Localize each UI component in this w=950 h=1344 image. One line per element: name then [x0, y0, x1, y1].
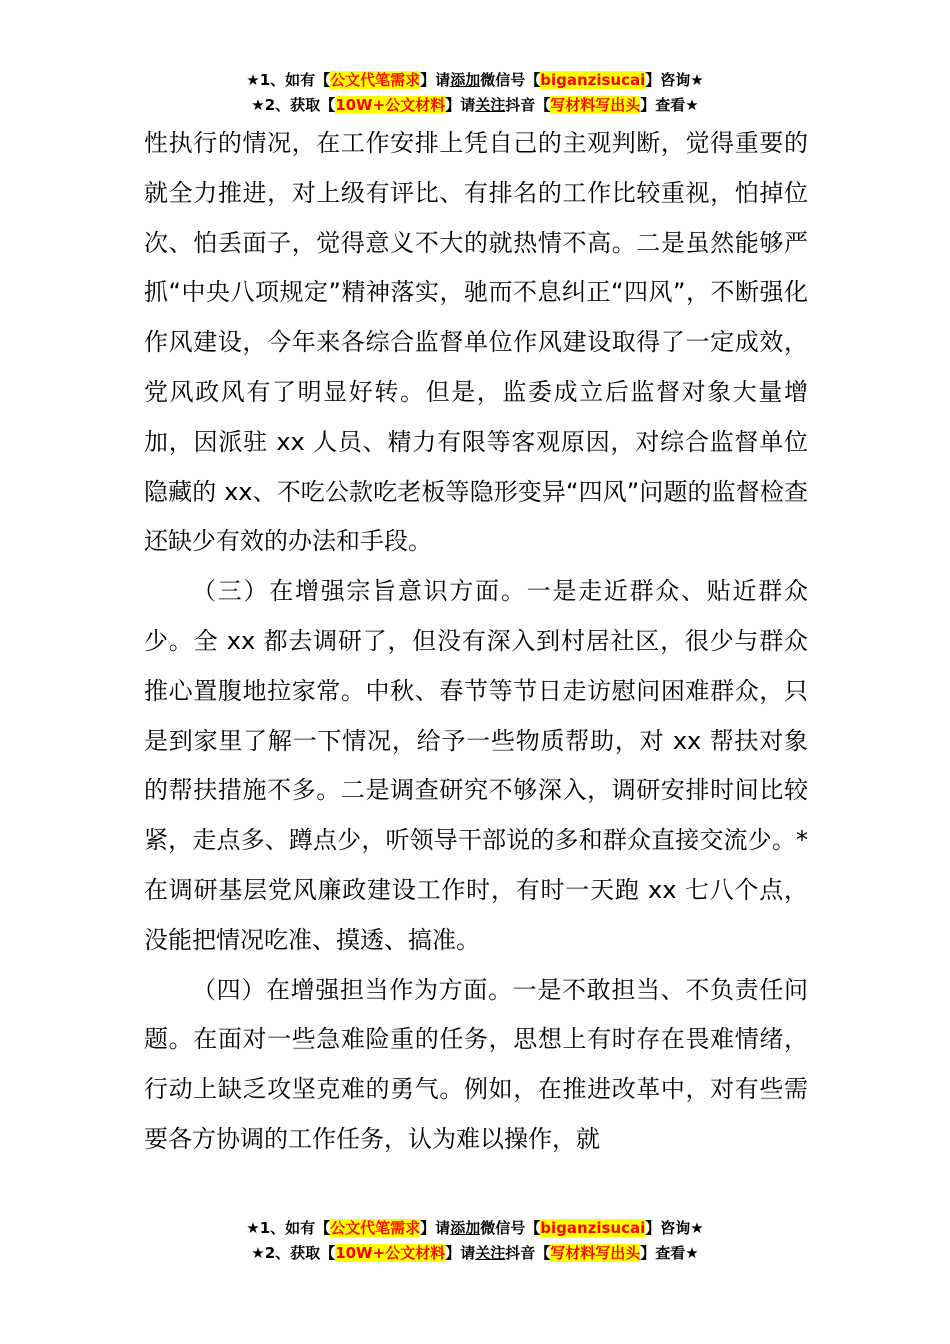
banner-highlight: 10W+公文材料 [335, 96, 446, 114]
banner-text: 】请 [445, 96, 476, 114]
banner-underlined-text: 添加 [450, 1219, 481, 1237]
footer-banner-line-1 [0, 1216, 950, 1241]
header-banner-line-1 [0, 68, 950, 93]
banner-text: ★1、如有【 [246, 71, 331, 89]
banner-text: ★1、如有【 [246, 1219, 331, 1237]
banner-text: ★2、获取【 [251, 1244, 336, 1262]
banner-highlight: 公文代笔需求 [330, 71, 421, 89]
footer-banner [0, 1216, 950, 1266]
banner-text: 】请 [420, 71, 451, 89]
banner-text: 抖音【 [505, 96, 551, 114]
banner-text: 】查看★ [640, 96, 699, 114]
banner-highlight-douyin-id: 写材料写出头 [550, 1244, 641, 1262]
banner-highlight-wechat-id: biganzisucai [540, 71, 646, 89]
banner-text: 】请 [420, 1219, 451, 1237]
header-banner-line-2 [0, 93, 950, 118]
banner-text: 】请 [445, 1244, 476, 1262]
banner-text: 】咨询★ [645, 71, 704, 89]
footer-banner-line-2 [0, 1241, 950, 1266]
banner-highlight-douyin-id: 写材料写出头 [550, 96, 641, 114]
header-banner [0, 68, 950, 118]
document-body [144, 119, 808, 1165]
banner-text: 抖音【 [505, 1244, 551, 1262]
banner-text: 】咨询★ [645, 1219, 704, 1237]
banner-text: 】查看★ [640, 1244, 699, 1262]
banner-text: 微信号【 [480, 71, 541, 89]
banner-underlined-text: 添加 [450, 71, 481, 89]
banner-underlined-text: 关注 [475, 96, 506, 114]
body-paragraph: （四）在增强担当作为方面。一是不敢担当、不负责任问题。在面对一些急难险重的任务，思想上有时存在畏难情绪，行动上缺乏攻坚克难的勇气。例如，在推进改革中，对有些需要各方协调的工作任务，认为难以操作，就 [144, 975, 808, 1153]
banner-highlight-wechat-id: biganzisucai [540, 1219, 646, 1237]
banner-text: 微信号【 [480, 1219, 541, 1237]
banner-underlined-text: 关注 [475, 1244, 506, 1262]
body-paragraph: 性执行的情况，在工作安排上凭自己的主观判断，觉得重要的就全力推进，对上级有评比、有排名的工作比较重视，怕掉位次、怕丢面子，觉得意义不大的就热情不高。二是虽然能够严抓“中央八项规定”精神落实，驰而不息纠正“四风”，不断强化作风建设，今年来各综合监督单位作风建设取得了一定成效，党风政风有了明显好转。但是，监委成立后监督对象大量增加，因派驻 xx 人员、精力有限等客观原因，对综合监督单位隐藏的 xx、不吃公款吃老板等隐形变异“四风”问题的监督检查还缺少有效的办法和手段。 [144, 129, 808, 556]
banner-text: ★2、获取【 [251, 96, 336, 114]
banner-highlight: 公文代笔需求 [330, 1219, 421, 1237]
banner-highlight: 10W+公文材料 [335, 1244, 446, 1262]
body-paragraph: （三）在增强宗旨意识方面。一是走近群众、贴近群众少。全 xx 都去调研了，但没有深入到村居社区，很少与群众推心置腹地拉家常。中秋、春节等节日走访慰问困难群众，只是到家里了解一下情况，给予一些物质帮助，对 xx 帮扶对象的帮扶措施不多。二是调查研究不够深入，调研安排时间比较紧，走点多、蹲点少，听领导干部说的多和群众直接交流少。*在调研基层党风廉政建设工作时，有时一天跑 xx 七八个点，没能把情况吃准、摸透、搞准。 [144, 577, 808, 954]
